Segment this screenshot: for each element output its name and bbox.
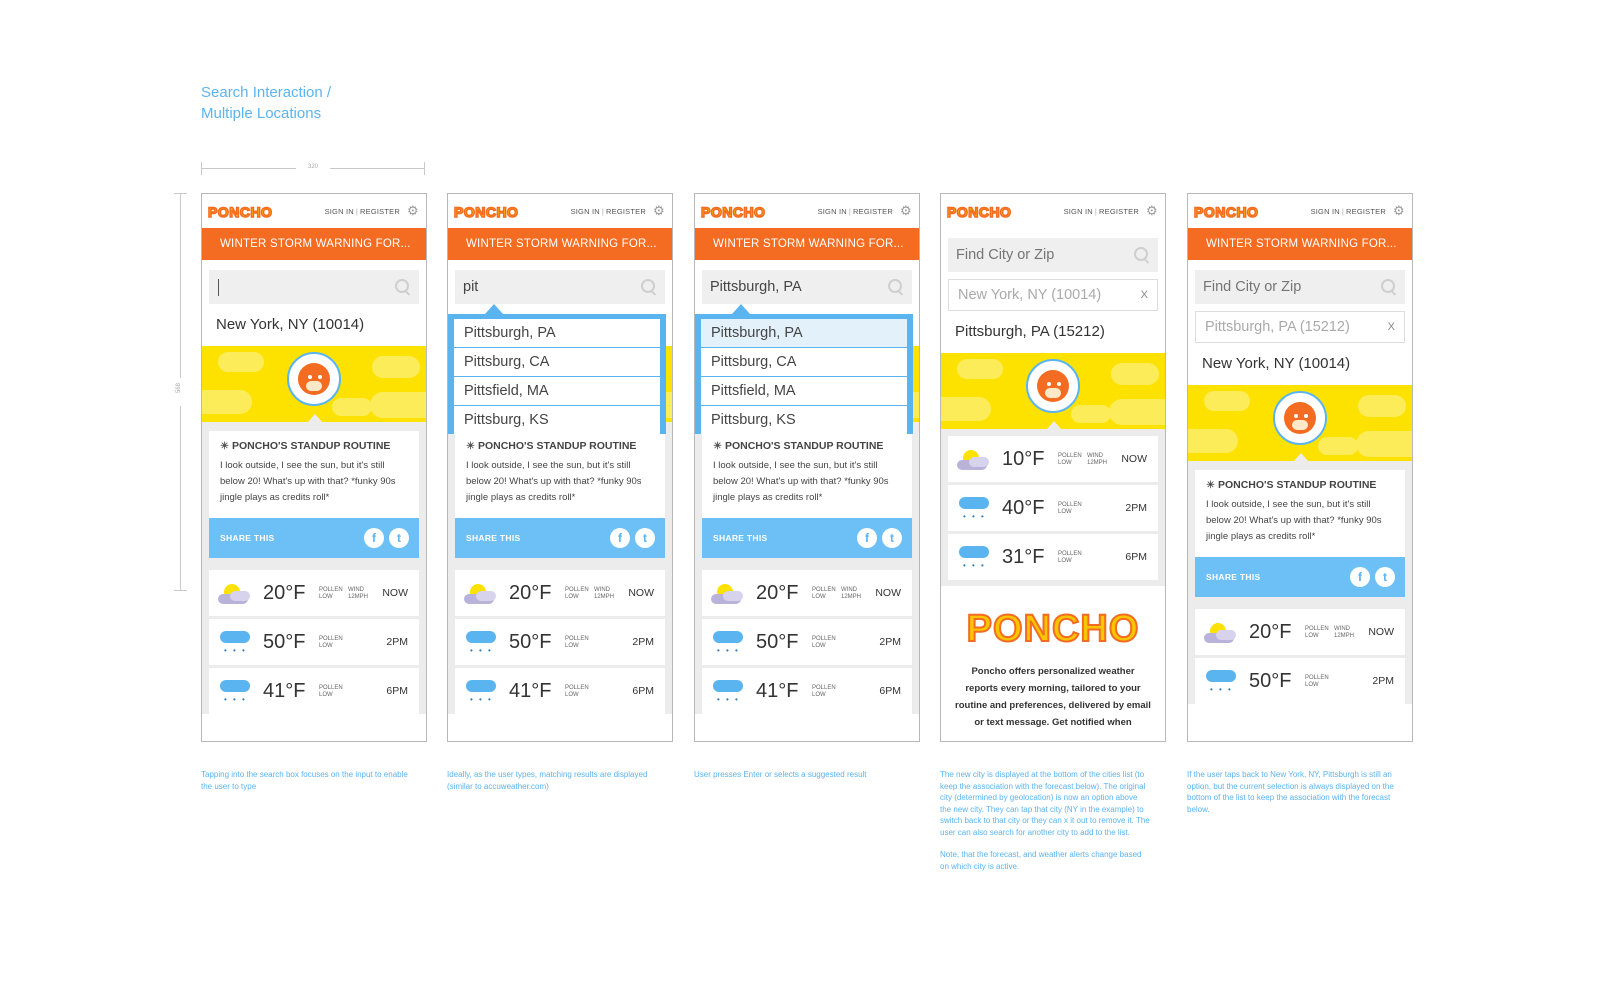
search-input[interactable] bbox=[217, 270, 377, 304]
rain-icon: • • • bbox=[1204, 668, 1238, 694]
facebook-icon[interactable]: f bbox=[610, 528, 630, 548]
forecast-temp: 50°F bbox=[756, 631, 799, 653]
forecast-row[interactable] bbox=[455, 668, 665, 714]
weather-alert[interactable]: WINTER STORM WARNING FOR... bbox=[1188, 228, 1412, 260]
logo[interactable]: PONCHO bbox=[208, 204, 273, 220]
twitter-icon[interactable]: t bbox=[389, 528, 409, 548]
poncho-mascot-icon bbox=[1273, 391, 1327, 445]
forecast-list bbox=[448, 566, 672, 714]
forecast-temp: 20°F bbox=[1249, 621, 1292, 643]
suggestion-item[interactable]: Pittsfield, MA bbox=[454, 377, 660, 405]
height-label: 568 bbox=[176, 382, 183, 394]
pollen-label: POLLEN LOW bbox=[812, 636, 836, 649]
suggestions-dropdown bbox=[448, 314, 666, 434]
mascot-banner bbox=[1188, 385, 1412, 461]
note-new-city-p1: The new city is displayed at the bottom of the cities list (to keep the association with the forecast below). The original city (determined by geolocation) is now an option above the new city. They can tap that city (NY in the example) to switch back to that city or they can x it out to remove it. The user can also search for another city to add to the list. bbox=[940, 770, 1150, 837]
sun-icon: ☀ bbox=[713, 441, 722, 452]
routine-feed bbox=[448, 422, 672, 566]
saved-city-item[interactable] bbox=[1195, 311, 1405, 343]
forecast-temp: 41°F bbox=[509, 680, 552, 702]
active-city[interactable]: New York, NY (10014) bbox=[216, 316, 365, 333]
rain-icon: • • • bbox=[957, 495, 991, 521]
share-bar bbox=[702, 518, 912, 558]
forecast-row[interactable] bbox=[702, 668, 912, 714]
routine-title: ☀ PONCHO'S STANDUP ROUTINE bbox=[713, 440, 884, 452]
saved-city-name: Pittsburgh, PA (15212) bbox=[1205, 319, 1350, 335]
width-label: 320 bbox=[307, 164, 318, 170]
mascot-banner bbox=[202, 346, 426, 422]
auth-divider: | bbox=[601, 207, 605, 216]
forecast-temp: 50°F bbox=[263, 631, 306, 653]
forecast-temp: 31°F bbox=[1002, 546, 1045, 568]
rain-icon: • • • bbox=[711, 629, 745, 655]
forecast-temp: 20°F bbox=[756, 582, 799, 604]
page-title-line2: Multiple Locations bbox=[201, 105, 322, 122]
auth-links bbox=[1311, 207, 1386, 216]
routine-text: I look outside, I see the sun, but it's still below 20! What's up with that? *funky 90s jingle plays as credits roll* bbox=[1206, 499, 1382, 542]
search-input[interactable] bbox=[956, 238, 1116, 272]
suggestion-item[interactable]: Pittsburg, KS bbox=[454, 406, 660, 434]
screen-switch-back bbox=[1187, 193, 1413, 742]
note-new-city bbox=[940, 769, 1150, 883]
suggestion-item[interactable]: Pittsfield, MA bbox=[701, 377, 907, 405]
pollen-label: POLLEN LOW bbox=[565, 685, 589, 698]
routine-text: I look outside, I see the sun, but it's still below 20! What's up with that? *funky 90s jingle plays as credits roll* bbox=[220, 460, 396, 503]
share-bar bbox=[455, 518, 665, 558]
pollen-label: POLLEN LOW bbox=[319, 685, 343, 698]
rain-icon: • • • bbox=[218, 629, 252, 655]
search-input[interactable] bbox=[463, 270, 623, 304]
remove-city-button[interactable]: X bbox=[1387, 321, 1395, 333]
sign-in-link[interactable]: SIGN IN bbox=[1310, 207, 1340, 216]
forecast-time: NOW bbox=[628, 587, 654, 599]
saved-city-item[interactable] bbox=[948, 279, 1158, 311]
facebook-icon[interactable]: f bbox=[1350, 567, 1370, 587]
suggestion-item[interactable]: Pittsburg, KS bbox=[701, 406, 907, 434]
pollen-label: POLLEN LOW bbox=[812, 587, 836, 600]
forecast-row[interactable] bbox=[948, 534, 1158, 580]
pollen-label: POLLEN LOW bbox=[812, 685, 836, 698]
twitter-icon[interactable]: t bbox=[882, 528, 902, 548]
brand-logo: PONCHO bbox=[966, 608, 1140, 650]
register-link[interactable]: REGISTER bbox=[1099, 207, 1139, 216]
partly-sunny-icon bbox=[464, 580, 498, 606]
forecast-list bbox=[202, 566, 426, 714]
forecast-time: 2PM bbox=[879, 636, 901, 648]
rain-icon: • • • bbox=[464, 629, 498, 655]
auth-links bbox=[818, 207, 893, 216]
pollen-label: POLLEN LOW bbox=[1058, 551, 1082, 564]
forecast-row[interactable] bbox=[948, 436, 1158, 482]
pollen-label: POLLEN LOW bbox=[319, 636, 343, 649]
logo[interactable]: PONCHO bbox=[947, 204, 1012, 220]
search-icon[interactable] bbox=[888, 279, 904, 295]
suggestion-item[interactable]: Pittsburgh, PA bbox=[454, 319, 660, 347]
twitter-icon[interactable]: t bbox=[1375, 567, 1395, 587]
search-icon[interactable] bbox=[641, 279, 657, 295]
brand-section bbox=[941, 586, 1165, 731]
logo[interactable]: PONCHO bbox=[701, 204, 766, 220]
forecast-temp: 41°F bbox=[263, 680, 306, 702]
note-switch-back: If the user taps back to New York, NY, Pittsburgh is still an option, but the current selection is always displayed on the bottom of the list to keep the association with the forecast below. bbox=[1187, 770, 1394, 814]
partly-sunny-icon bbox=[957, 446, 991, 472]
screen-select bbox=[694, 193, 920, 742]
screen-focus bbox=[201, 193, 427, 742]
header bbox=[941, 194, 1165, 228]
facebook-icon[interactable]: f bbox=[364, 528, 384, 548]
page-title bbox=[201, 82, 461, 124]
weather-alert[interactable]: WINTER STORM WARNING FOR... bbox=[202, 228, 426, 260]
forecast-temp: 50°F bbox=[1249, 670, 1292, 692]
routine-feed bbox=[695, 422, 919, 566]
forecast-time: NOW bbox=[382, 587, 408, 599]
sign-in-link[interactable]: SIGN IN bbox=[324, 207, 354, 216]
weather-alert[interactable]: WINTER STORM WARNING FOR... bbox=[695, 228, 919, 260]
search-box[interactable] bbox=[209, 270, 419, 304]
pollen-label: POLLEN LOW bbox=[1305, 626, 1329, 639]
sun-icon: ☀ bbox=[466, 441, 475, 452]
forecast-row[interactable] bbox=[702, 619, 912, 665]
note-typing: Ideally, as the user types, matching results are displayed (similar to accuweather.com) bbox=[447, 770, 648, 791]
search-input[interactable] bbox=[1203, 270, 1363, 304]
page-title-line1: Search Interaction / bbox=[201, 84, 332, 101]
suggestion-item-selected[interactable]: Pittsburgh, PA bbox=[701, 319, 907, 347]
forecast-time: NOW bbox=[875, 587, 901, 599]
forecast-row[interactable] bbox=[1195, 658, 1405, 704]
forecast-row[interactable] bbox=[1195, 609, 1405, 655]
poncho-mascot-icon bbox=[1026, 359, 1080, 413]
note-select: User presses Enter or selects a suggested result bbox=[694, 770, 867, 779]
forecast-temp: 50°F bbox=[509, 631, 552, 653]
search-icon[interactable] bbox=[1381, 279, 1397, 295]
forecast-time: NOW bbox=[1368, 626, 1394, 638]
forecast-row[interactable] bbox=[455, 619, 665, 665]
gear-icon[interactable]: ⚙ bbox=[407, 203, 419, 218]
partly-sunny-icon bbox=[1204, 619, 1238, 645]
forecast-row[interactable] bbox=[455, 570, 665, 616]
share-bar bbox=[1195, 557, 1405, 597]
pollen-label: POLLEN LOW bbox=[1058, 502, 1082, 515]
screen-new-city bbox=[940, 193, 1166, 742]
routine-text: I look outside, I see the sun, but it's still below 20! What's up with that? *funky 90s jingle plays as credits roll* bbox=[466, 460, 642, 503]
header bbox=[1188, 194, 1412, 228]
forecast-list bbox=[941, 429, 1165, 580]
active-city[interactable]: New York, NY (10014) bbox=[1202, 355, 1351, 372]
forecast-row[interactable] bbox=[209, 619, 419, 665]
register-link[interactable]: REGISTER bbox=[360, 207, 400, 216]
rain-icon: • • • bbox=[464, 678, 498, 704]
logo[interactable]: PONCHO bbox=[454, 204, 519, 220]
auth-links bbox=[325, 207, 400, 216]
forecast-temp: 40°F bbox=[1002, 497, 1045, 519]
register-link[interactable]: REGISTER bbox=[853, 207, 893, 216]
forecast-temp: 20°F bbox=[509, 582, 552, 604]
routine-card bbox=[702, 431, 912, 518]
routine-title: ☀ PONCHO'S STANDUP ROUTINE bbox=[1206, 479, 1377, 491]
mascot-banner bbox=[941, 353, 1165, 429]
forecast-row[interactable] bbox=[702, 570, 912, 616]
header bbox=[448, 194, 672, 228]
forecast-time: 6PM bbox=[632, 685, 654, 697]
auth-divider: | bbox=[355, 207, 359, 216]
forecast-list bbox=[1188, 605, 1412, 704]
wind-label: WIND 12MPH bbox=[594, 587, 615, 600]
search-box[interactable] bbox=[455, 270, 665, 304]
wind-label: WIND 12MPH bbox=[841, 587, 862, 600]
sign-in-link[interactable]: SIGN IN bbox=[1063, 207, 1093, 216]
logo[interactable]: PONCHO bbox=[1194, 204, 1259, 220]
note-focus: Tapping into the search box focuses on the input to enable the user to type bbox=[201, 770, 408, 791]
share-label: SHARE THIS bbox=[220, 533, 275, 543]
forecast-temp: 41°F bbox=[756, 680, 799, 702]
search-input[interactable] bbox=[710, 270, 870, 304]
share-label: SHARE THIS bbox=[1206, 572, 1261, 582]
forecast-time: 2PM bbox=[386, 636, 408, 648]
screen-typing bbox=[447, 193, 673, 742]
search-box[interactable] bbox=[1195, 270, 1405, 304]
forecast-time: 6PM bbox=[386, 685, 408, 697]
poncho-mascot-icon bbox=[287, 352, 341, 406]
twitter-icon[interactable]: t bbox=[635, 528, 655, 548]
forecast-time: 2PM bbox=[632, 636, 654, 648]
sun-icon: ☀ bbox=[1206, 480, 1215, 491]
routine-card bbox=[1195, 470, 1405, 557]
rain-icon: • • • bbox=[218, 678, 252, 704]
rain-icon: • • • bbox=[711, 678, 745, 704]
brand-description: Poncho offers personalized weather reports every morning, tailored to your routine and preferences, delivered by email or text message. Get notified when bbox=[955, 666, 1151, 728]
pollen-label: POLLEN LOW bbox=[1305, 675, 1329, 688]
register-link[interactable]: REGISTER bbox=[1346, 207, 1386, 216]
saved-city-name: New York, NY (10014) bbox=[958, 287, 1102, 303]
forecast-list bbox=[695, 566, 919, 714]
forecast-time: 6PM bbox=[879, 685, 901, 697]
share-bar bbox=[209, 518, 419, 558]
search-icon[interactable] bbox=[395, 279, 411, 295]
routine-title: ☀ PONCHO'S STANDUP ROUTINE bbox=[466, 440, 637, 452]
wind-label: WIND 12MPH bbox=[348, 587, 369, 600]
share-label: SHARE THIS bbox=[466, 533, 521, 543]
sign-in-link[interactable]: SIGN IN bbox=[570, 207, 600, 216]
share-label: SHARE THIS bbox=[713, 533, 768, 543]
gear-icon[interactable]: ⚙ bbox=[900, 203, 912, 218]
sun-icon: ☀ bbox=[220, 441, 229, 452]
routine-feed bbox=[1188, 461, 1412, 605]
forecast-row[interactable] bbox=[948, 485, 1158, 531]
facebook-icon[interactable]: f bbox=[857, 528, 877, 548]
suggestion-item[interactable]: Pittsburg, CA bbox=[454, 348, 660, 376]
search-box[interactable] bbox=[948, 238, 1158, 272]
wind-label: WIND 12MPH bbox=[1087, 453, 1108, 466]
wind-label: WIND 12MPH bbox=[1334, 626, 1355, 639]
text-caret bbox=[218, 279, 219, 296]
forecast-row[interactable] bbox=[209, 668, 419, 714]
remove-city-button[interactable]: X bbox=[1140, 289, 1148, 301]
routine-feed bbox=[202, 422, 426, 566]
rain-icon: • • • bbox=[957, 544, 991, 570]
sign-in-link[interactable]: SIGN IN bbox=[817, 207, 847, 216]
gear-icon[interactable]: ⚙ bbox=[1393, 203, 1405, 218]
routine-text: I look outside, I see the sun, but it's still below 20! What's up with that? *funky 90s jingle plays as credits roll* bbox=[713, 460, 889, 503]
width-dimension bbox=[201, 162, 425, 176]
active-city[interactable]: Pittsburgh, PA (15212) bbox=[955, 323, 1105, 340]
routine-card bbox=[455, 431, 665, 518]
auth-divider: | bbox=[848, 207, 852, 216]
forecast-time: 2PM bbox=[1372, 675, 1394, 687]
register-link[interactable]: REGISTER bbox=[606, 207, 646, 216]
pollen-label: POLLEN LOW bbox=[565, 636, 589, 649]
routine-title: ☀ PONCHO'S STANDUP ROUTINE bbox=[220, 440, 391, 452]
forecast-time: 2PM bbox=[1125, 502, 1147, 514]
gear-icon[interactable]: ⚙ bbox=[653, 203, 665, 218]
auth-links bbox=[571, 207, 646, 216]
auth-divider: | bbox=[1094, 207, 1098, 216]
header bbox=[695, 194, 919, 228]
forecast-time: 6PM bbox=[1125, 551, 1147, 563]
suggestion-item[interactable]: Pittsburg, CA bbox=[701, 348, 907, 376]
partly-sunny-icon bbox=[711, 580, 745, 606]
pollen-label: POLLEN LOW bbox=[319, 587, 343, 600]
routine-card bbox=[209, 431, 419, 518]
auth-divider: | bbox=[1341, 207, 1345, 216]
search-icon[interactable] bbox=[1134, 247, 1150, 263]
note-new-city-p2: Note, that the forecast, and weather alerts change based on which city is active. bbox=[940, 850, 1142, 871]
search-box[interactable] bbox=[702, 270, 912, 304]
suggestions-dropdown bbox=[695, 314, 913, 434]
forecast-temp: 20°F bbox=[263, 582, 306, 604]
weather-alert[interactable]: WINTER STORM WARNING FOR... bbox=[448, 228, 672, 260]
height-dimension bbox=[174, 193, 188, 591]
forecast-time: NOW bbox=[1121, 453, 1147, 465]
auth-links bbox=[1064, 207, 1139, 216]
pollen-label: POLLEN LOW bbox=[1058, 453, 1082, 466]
partly-sunny-icon bbox=[218, 580, 252, 606]
gear-icon[interactable]: ⚙ bbox=[1146, 203, 1158, 218]
header bbox=[202, 194, 426, 228]
forecast-temp: 10°F bbox=[1002, 448, 1045, 470]
forecast-row[interactable] bbox=[209, 570, 419, 616]
pollen-label: POLLEN LOW bbox=[565, 587, 589, 600]
